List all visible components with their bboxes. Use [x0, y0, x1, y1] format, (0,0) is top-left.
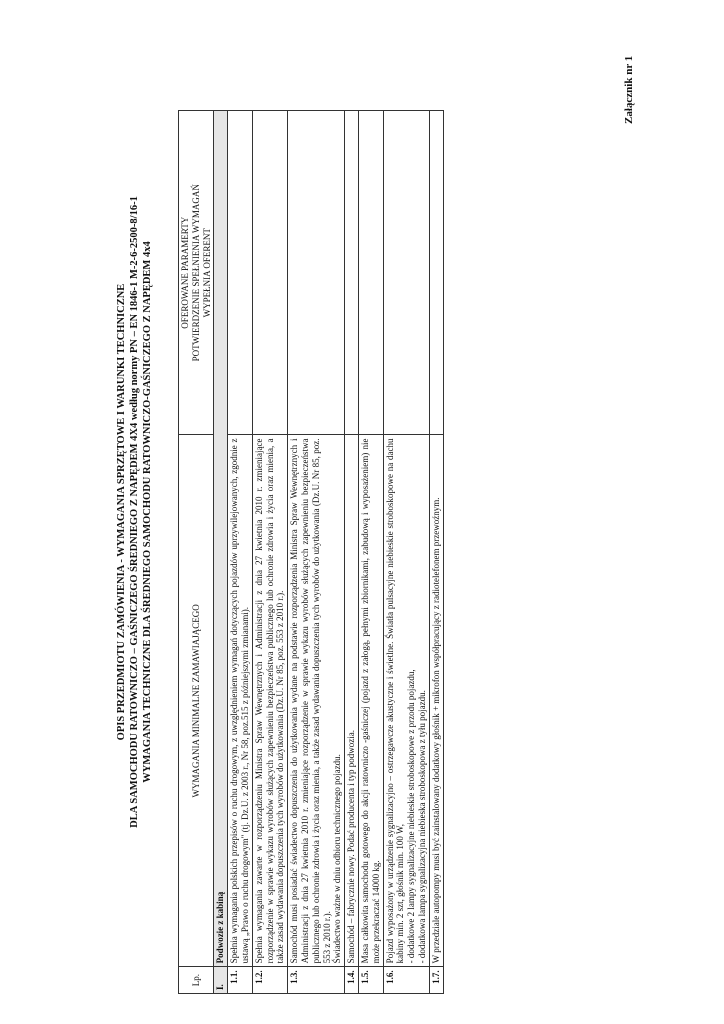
heading-line-3: WYMAGANIA TECHNICZNE DLA ŚREDNIEGO SAMOCHODU RATOWNICZO-GAŚNICZEGO Z NAPĘDEM 4x4	[142, 241, 153, 783]
requirements-table	[178, 110, 444, 994]
table-row	[429, 111, 443, 994]
section-row	[214, 111, 228, 994]
requirement-text: Masa całkowita samochodu gotowego do akcji ratowniczo -gaśniczej (pojazd z załogą, pełnymi zbiornikami, zabudową i wyposażeniem) nie może przekraczać 14000 kg.	[359, 438, 381, 964]
requirement-text: Pojazd wyposażony w urządzenie sygnalizacyjno – ostrzegawcze akustyczne i świetlne. Światła pulsacyjne niebieskie stroboskopowe na dachu kabiny min. 2 szt, głośnik min. 100 W,	[384, 438, 406, 964]
row-offered-value[interactable]	[288, 111, 345, 435]
row-requirement	[383, 435, 429, 967]
annex-label: Załącznik nr 1	[623, 55, 635, 124]
row-lp: 1.4.	[345, 967, 359, 994]
table-row	[228, 111, 253, 994]
requirement-text: - dodatkowa lampa sygnalizacyjna niebieska stroboskopowa z tyłu pojazdu.	[416, 690, 427, 964]
requirement-text: Świadectwo ważne w dniu odbioru technicznego pojazdu.	[332, 754, 343, 964]
requirement-text: W przedziale autopompy musi być zainstalowany dodatkowy głośnik + mikrofon współpracujący z radiotelefonem przewoźnym.	[430, 497, 441, 964]
heading-line-1: OPIS PRZEDMIOTU ZAMÓWIENIA - WYMAGANIA SPRZĘTOWE I WARUNKI TECHNICZNE	[116, 283, 127, 741]
document-heading	[115, 0, 154, 1024]
row-requirement	[228, 435, 253, 967]
row-offered-value[interactable]	[252, 111, 287, 435]
row-requirement	[288, 435, 345, 967]
heading-line-2: DLA SAMOCHODU RATOWNICZO – GAŚNICZEGO ŚREDNIEGO Z NAPĘDEM 4X4 według normy PN – EN 1846-1 M-2-6-2500-8/16-1	[129, 196, 140, 828]
table-header-row	[179, 111, 214, 994]
header-offered	[179, 111, 214, 435]
table-row	[358, 111, 383, 994]
row-requirement	[252, 435, 287, 967]
row-requirement	[429, 435, 443, 967]
row-offered-value[interactable]	[429, 111, 443, 435]
row-lp: 1.1.	[228, 967, 253, 994]
section-title: Podwozie z kabiną	[214, 111, 228, 967]
table-row	[252, 111, 287, 994]
table-row	[345, 111, 359, 994]
header-offered-line-2: POTWIERDZENIE SPEŁNIENIA WYMAGAŃ	[190, 184, 201, 362]
row-lp: 1.3.	[288, 967, 345, 994]
row-offered-value[interactable]	[358, 111, 383, 435]
header-offered-line-1: OFEROWANE PARAMERTY	[180, 216, 190, 329]
header-offered-line-3: WYPEŁNIA OFERENT	[201, 228, 212, 318]
row-lp: 1.2.	[252, 967, 287, 994]
row-offered-value[interactable]	[228, 111, 253, 435]
table-row	[383, 111, 429, 994]
row-lp: 1.6.	[383, 967, 429, 994]
row-lp: 1.5.	[358, 967, 383, 994]
table-row	[288, 111, 345, 994]
requirement-text: Spełnia wymagania polskich przepisów o ruchu drogowym, z uwzględnieniem wymagań dotyczących pojazdów uprzywilejowanych, zgodnie z ustawą „Prawo o ruchu drogowym" (tj. Dz.U. z 2003 r., Nr 58, poz.515 z późniejszymi zmianami).	[229, 438, 250, 964]
header-lp: Lp.	[179, 967, 214, 994]
row-offered-value[interactable]	[345, 111, 359, 435]
row-requirement	[345, 435, 359, 967]
row-requirement	[358, 435, 383, 967]
row-lp: 1.7.	[429, 967, 443, 994]
requirement-text: Samochód musi posiadać świadectwo dopuszczenia do użytkowania wydane na podstawie rozporządzenia Ministra Spraw Wewnętrznych i Administracji z dnia 27 kwietnia 2010 r. zmieniające rozporządzenie w sprawie wykazu wyrobów służących zapewnieniu bezpieczeństwa publicznego lub ochronie zdrowia i życia oraz mienia, a także zasad wydawania dopuszczenia tych wyrobów do użytkowania (Dz.U. Nr 85, poz. 553 z 2010 r.).	[289, 438, 332, 964]
requirement-text: - dodatkowe 2 lampy sygnalizacyjne niebieskie stroboskopowe z przodu pojazdu,	[406, 669, 417, 964]
row-offered-value[interactable]	[383, 111, 429, 435]
requirement-text: Samochód – fabrycznie nowy. Podać producenta i typ podwozia.	[346, 729, 357, 964]
requirement-text: Spełnia wymagania zawarte w rozporządzeniu Ministra Spraw Wewnętrznych i Administracji z dnia 27 kwietnia 2010 r. zmieniające rozporządzenie w sprawie wykazu wyrobów służących zapewnieniu bezpieczeństwa publicznego lub ochronie zdrowia i życia oraz mienia, a także zasad wydawania dopuszczenia tych wyrobów do użytkowania (Dz.U. Nr 85, poz. 553 z 2010 r.).	[253, 438, 286, 964]
section-number: I.	[214, 967, 228, 994]
header-requirements: WYMAGANIA MINIMALNE ZAMAWIAJĄCEGO	[179, 435, 214, 967]
